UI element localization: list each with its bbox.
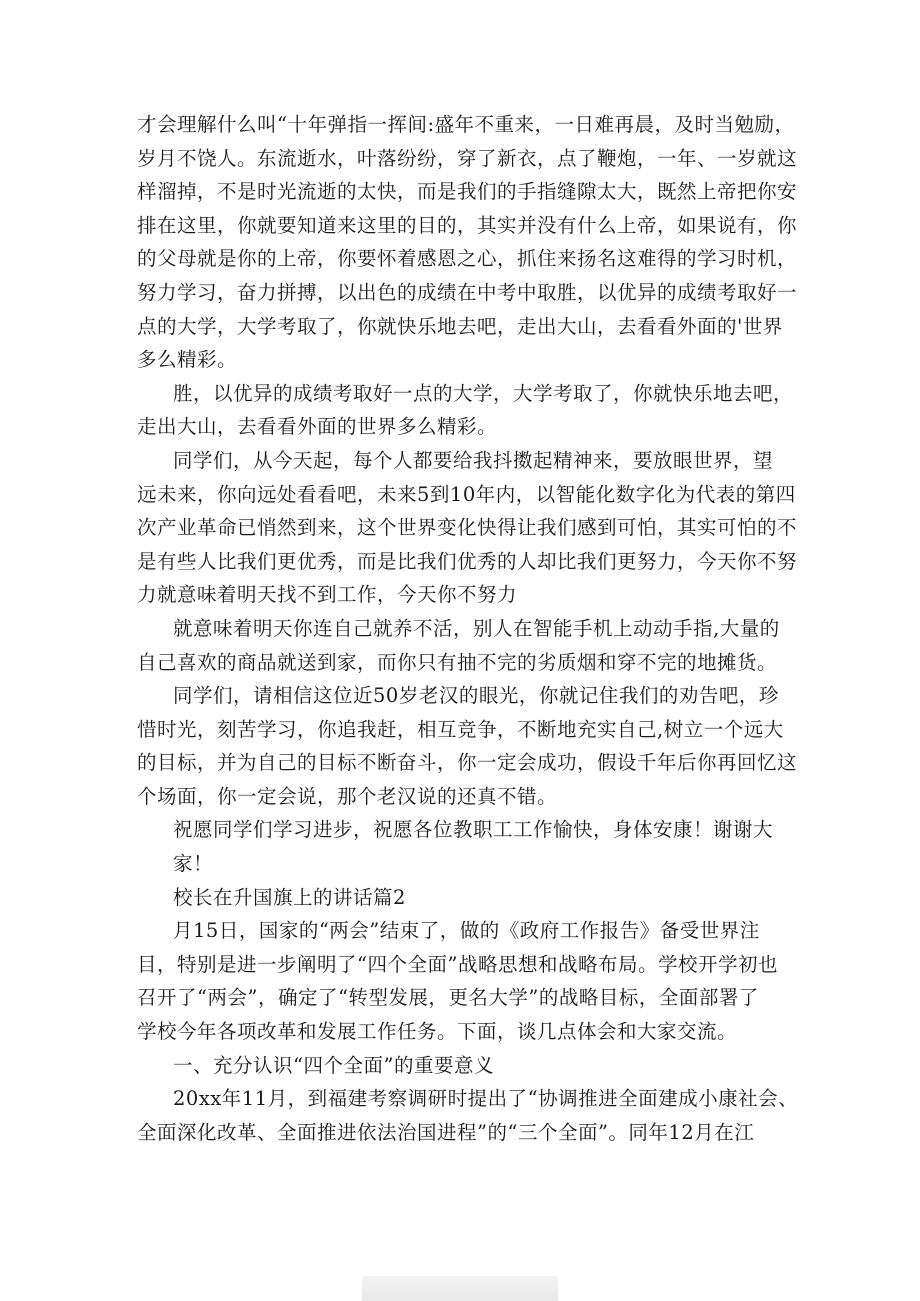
text-line: 全面深化改革、全面推进依法治国进程”的“三个全面”。同年12月在江 [137,1120,755,1144]
text-line: 的目标，并为自己的目标不断奋斗，你一定会成功，假设千年后你再回忆这 [137,751,798,775]
text-line: 力就意味着明天找不到工作，今天你不努力 [137,583,518,607]
text-line: 排在这里，你就要知道来这里的目的，其实并没有什么上帝，如果说有，你 [137,213,798,237]
text-line: 学校今年各项改革和发展工作任务。下面，谈几点体会和大家交流。 [137,1020,738,1044]
text-line: 祝愿同学们学习进步，祝愿各位教职工工作愉快，身体安康！谢谢大 [173,818,774,842]
text-line: 就意味着明天你连自己就养不活，别人在智能手机上动动手指,大量的 [173,616,780,640]
text-line: 的父母就是你的上帝，你要怀着感恩之心，抓住来扬名这难得的学习时机， [137,247,798,271]
text-line: 一、充分认识“四个全面”的重要意义 [173,1053,494,1077]
text-line: 走出大山，去看看外面的世界多么精彩。 [137,415,498,439]
document-body [137,108,799,1149]
text-line: 多么精彩。 [137,348,238,372]
page-footer [0,1276,920,1301]
text-line: 自己喜欢的商品就送到家，而你只有抽不完的劣质烟和穿不完的地摊货。 [137,650,778,674]
text-line: 样溜掉，不是时光流逝的太快，而是我们的手指缝隙太大，既然上帝把你安 [137,180,798,204]
text-line: 岁月不饶人。东流逝水，叶落纷纷，穿了新衣，点了鞭炮，一年、一岁就这 [137,146,798,170]
text-line: 月15日，国家的“两会”结束了，做的《政府工作报告》备受世界注 [173,919,760,943]
text-line: 个场面，你一定会说，那个老汉说的还真不错。 [137,784,558,808]
text-line: 次产业革命已悄然到来，这个世界变化快得让我们感到可怕，其实可怕的不 [137,516,798,540]
text-line: 远未来，你向远处看看吧，未来5到10年内，以智能化数字化为代表的第四 [137,482,796,506]
text-line: 校长在升国旗上的讲话篇2 [173,885,406,909]
text-line: 目，特别是进一步阐明了“四个全面”战略思想和战略布局。学校开学初也 [137,952,778,976]
text-line: 惜时光，刻苦学习，你追我赶，相互竞争，不断地充实自己,树立一个远大 [137,717,784,741]
text-line: 才会理解什么叫“十年弹指一挥间:盛年不重来，一日难再晨，及时当勉励， [137,113,795,136]
text-line: 同学们，从今天起，每个人都要给我抖擞起精神来，要放眼世界，望 [173,448,774,472]
text-line: 家！ [173,852,214,876]
text-line: 20xx年11月，到福建考察调研时提出了“协调推进全面建成小康社会、 [173,1087,799,1111]
text-line: 召开了“两会”，确定了“转型发展，更名大学”的战略目标，全面部署了 [137,986,759,1010]
text-line: 同学们，请相信这位近50岁老汉的眼光，你就记住我们的劝告吧，珍 [173,684,779,708]
text-line: 点的大学，大学考取了，你就快乐地去吧，走出大山，去看看外面的'世界 [137,314,783,338]
footer-tab [362,1276,558,1301]
text-line: 是有些人比我们更优秀，而是比我们优秀的人却比我们更努力，今天你不努 [137,549,798,573]
text-line: 努力学习，奋力拼搏，以出色的成绩在中考中取胜，以优异的成绩考取好一 [137,280,798,304]
text-line: 胜，以优异的成绩考取好一点的大学，大学考取了，你就快乐地去吧， [173,381,794,405]
